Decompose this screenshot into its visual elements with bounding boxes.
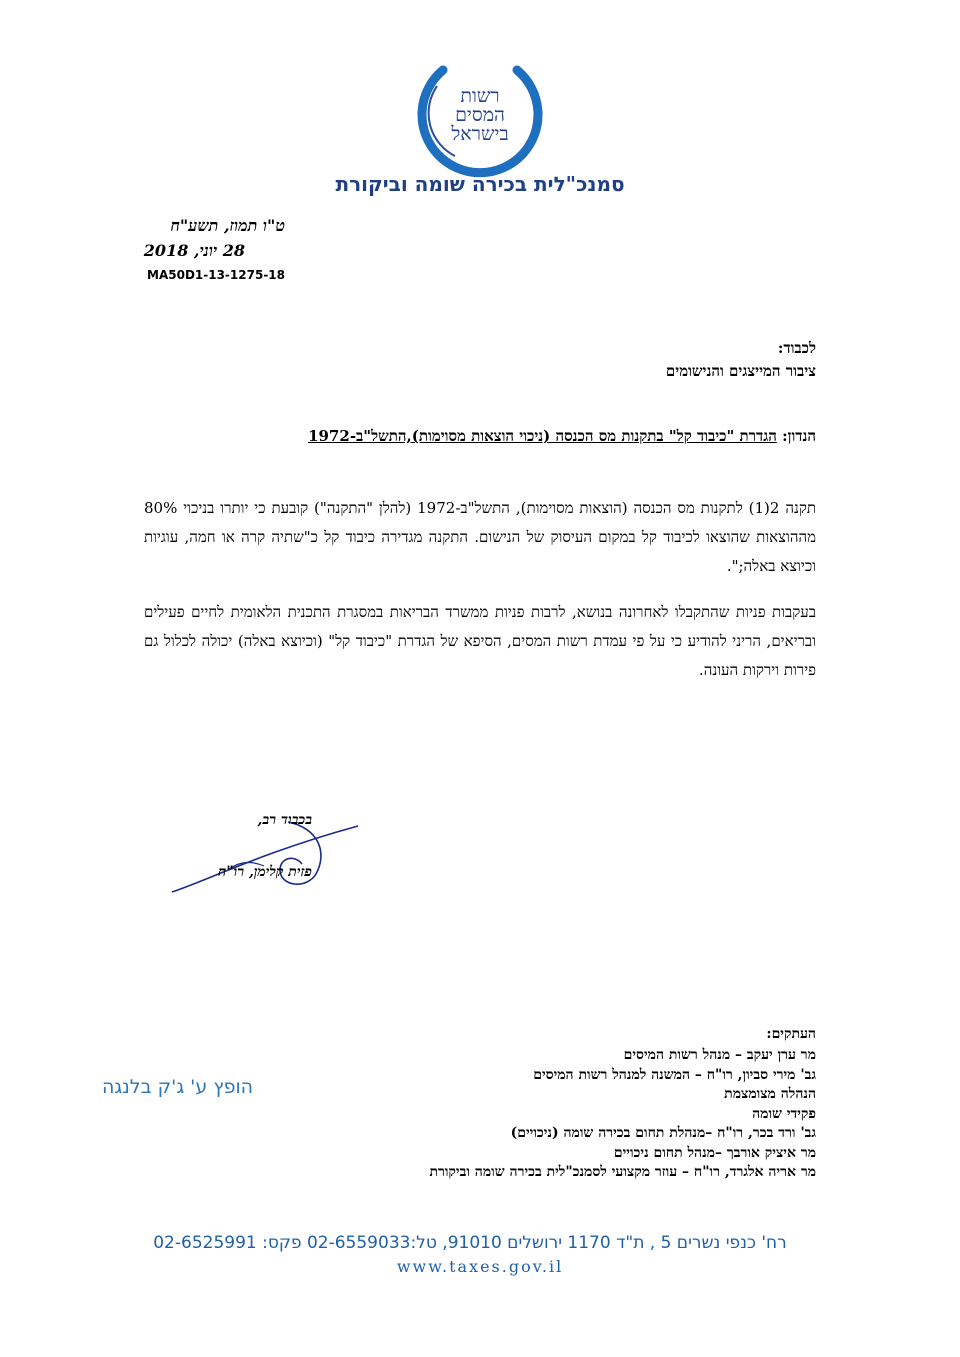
logo-line-1: רשות (460, 85, 500, 107)
reference-number: MA50D1-13-1275-18 (147, 268, 285, 282)
logo-line-2: המסים (455, 104, 505, 126)
body-paragraph: תקנה 2(1) לתקנות מס הכנסה (הוצאות מסוימות), התשל"ב-1972 (להלן "התקנה") קובעת כי יותרו בניכוי 80% מההוצאות שהוצאו לכיבוד קל במקום העיסוק של הנישום. התקנה מגדירה כיבוד קל כ"שתיה קרה או חמה, עוגיות וכיוצא באלה;". (144, 499, 817, 575)
gregorian-date: 28 יוני, 2018 (143, 241, 245, 260)
copies-list (290, 1046, 816, 1183)
copy-recipient: גב' ורד בכר, רו"ח –מנהלת תחום בכירה שומה (ניכויים) (510, 1125, 816, 1141)
copy-recipient: פקידי שומה (752, 1105, 816, 1122)
copy-recipient: מר איציק אורבך –מנהל תחום ניכויים (613, 1144, 816, 1161)
copy-recipient: מר אריה אלגרד, רו"ח – עוזר מקצועי לסמנכ"לית בכירה שומה וביקורת (429, 1164, 816, 1180)
copy-recipient: מר ערן יעקב – מנהל רשות המיסים (623, 1047, 816, 1063)
logo-line-3: בישראל (451, 123, 509, 145)
tax-authority-logo (415, 52, 545, 178)
subject-line (150, 427, 816, 446)
signature-closing: בכבוד רב, (257, 812, 312, 828)
distribution-note: הופץ ע' ג'ק בלנגה (101, 1076, 254, 1098)
copy-recipient: גב' מירי סביון, רו"ח – המשנה למנהל רשות המיסים (533, 1066, 816, 1083)
copies-label: העתקים: (766, 1026, 816, 1042)
signatory-name: פזית קלימן, רו"ח (218, 864, 312, 880)
addressee-label: לכבוד: (777, 339, 816, 357)
copy-recipient: הנהלה מצומצמת (724, 1086, 816, 1102)
body-paragraph: בעקבות פניות שהתקבלו לאחרונה בנושא, לרבות פניות ממשרד הבריאות במסגרת התכנית הלאומית לחיים פעילים ובריאים, הריני להודיע כי על פי עמדת רשות המסים, הסיפא של הגדרת "כיבוד קל" (וכיוצא באלה) יכולה לכלול גם פירות וירקות העונה. (144, 603, 816, 679)
footer-address: רח' כנפי נשרים 5 , ת"ד 1170 ירושלים 91010, טל:02-6559033 פקס: 02-6525991 (153, 1233, 787, 1253)
unit-name: סמנכ"לית בכירה שומה וביקורת (335, 172, 625, 196)
hebrew-date: ט"ו תמוז, תשע"ח (170, 216, 285, 235)
subject-text: הגדרת "כיבוד קל" בתקנות מס הכנסה (ניכוי הוצאות מסוימות),התשל"ב-1972 (308, 427, 777, 445)
addressee-recipient: ציבור המייצגים והנישומים (665, 362, 816, 380)
footer-website: www.taxes.gov.il (396, 1257, 564, 1276)
subject-label: הנדון: (782, 427, 816, 445)
